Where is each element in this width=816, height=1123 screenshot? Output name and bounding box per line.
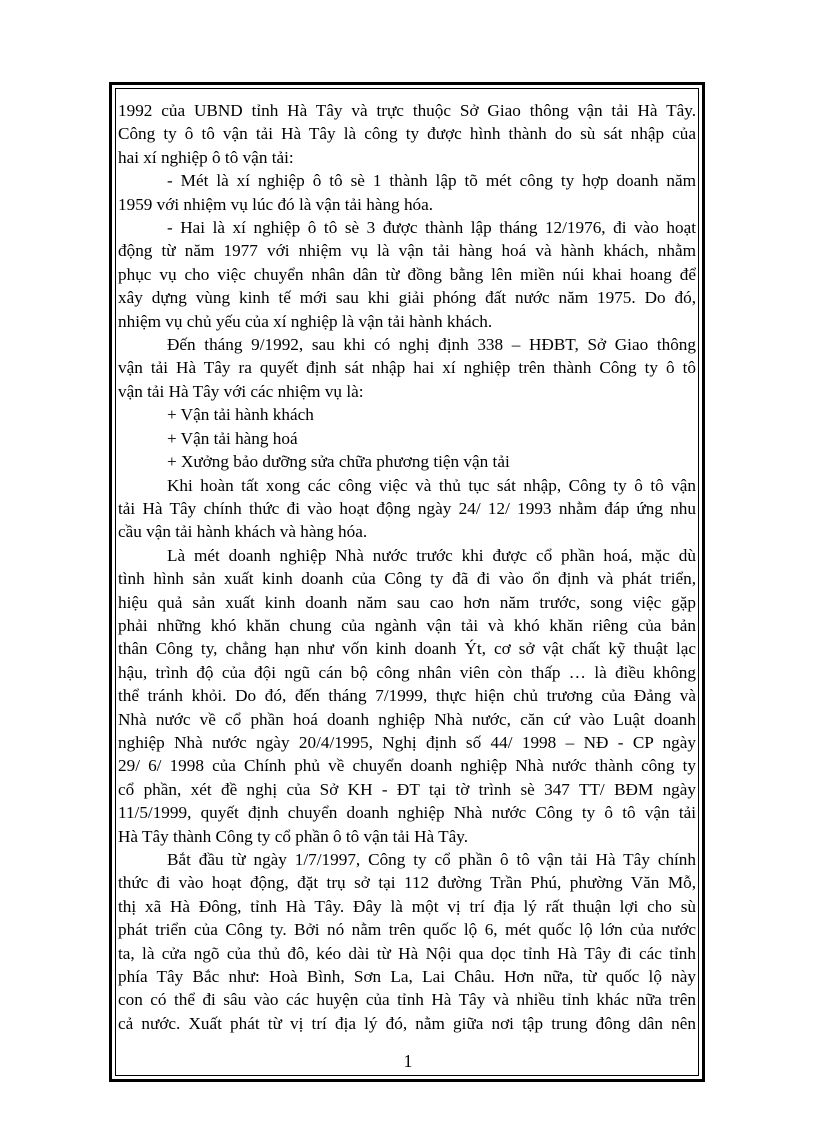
text-line: Khi hoàn tất xong các công việc và thủ tục sát nhập, Công ty ô tô vận [167,475,696,495]
text-line: 1992 của UBND tỉnh Hà Tây và trực thuộc Sở Giao thông vận tải Hà Tây. [118,101,696,120]
text-line: phải những khó khăn chung của ngành vận tải và khó khăn riêng của bản [118,615,696,635]
text-line: cầu vận tải hành khách và hàng hóa. [118,522,368,542]
text-line: Bắt đầu từ ngày 1/7/1997, Công ty cổ phần ô tô vận tải Hà Tây chính [167,850,696,869]
text-line: động từ năm 1977 với nhiệm vụ là vận tải hàng hoá và hành khách, nhằm [118,241,696,261]
text-line: Nhà nước về cổ phần hoá doanh nghiệp Nhà nước, căn cứ vào Luật doanh [118,709,696,729]
text-line: Công ty ô tô vận tải Hà Tây là công ty được hình thành do sù sát nhập của [118,124,696,144]
text-line: thị xã Hà Đông, tỉnh Hà Tây. Đây là một vị trí địa lý rất thuận lợi cho sù [118,896,696,916]
text-line: vận tải Hà Tây ra quyết định sát nhập hai xí nghiệp trên thành Công ty ô tô [118,358,696,378]
text-line: con có thể đi sâu vào các huyện của tỉnh Hà Tây và nhiều tỉnh khác nữa trên [118,990,696,1010]
text-line: nhiệm vụ chủ yếu của xí nghiệp là vận tải hành khách. [118,311,493,331]
text-line: thân Công ty, chẳng hạn như vốn kinh doanh Ýt, cơ sở vật chất kỹ thuật lạc [118,639,696,659]
text-line: 29/ 6/ 1998 của Chính phủ về chuyển doanh nghiệp Nhà nước thành công ty [118,756,696,776]
text-line: hậu, trình độ của đội ngũ cán bộ công nhân viên còn thấp … là điều không [118,662,696,682]
text-line: tải Hà Tây chính thức đi vào hoạt động ngày 24/ 12/ 1993 nhằm đáp ứng nhu [118,498,696,518]
text-line: - Mét là xí nghiệp ô tô sè 1 thành lập tõ mét công ty hợp doanh năm [167,171,696,191]
text-line: Đến tháng 9/1992, sau khi có nghị định 338 – HĐBT, Sở Giao thông [167,335,696,355]
text-line: Là mét doanh nghiệp Nhà nước trước khi được cổ phần hoá, mặc dù [167,545,696,565]
text-line: + Vận tải hàng hoá [167,428,298,448]
text-line: thức đi vào hoạt động, đặt trụ sở tại 112 đường Trần Phú, phường Văn Mỗ, [118,873,696,893]
text-line: + Xưởng bảo dưỡng sửa chữa phương tiện vận tải [167,452,510,472]
text-line: phía Tây Bắc như: Hoà Bình, Sơn La, Lai Châu. Hơn nữa, từ quốc lộ này [118,967,696,987]
text-line: phát triển của Công ty. Bởi nó nằm trên quốc lộ 6, mét quốc lộ lớn của nước [118,920,696,940]
text-line: ta, là cửa ngõ của thủ đô, kéo dài từ Hà Nội qua dọc tỉnh Hà Tây đi các tỉnh [118,943,696,963]
text-line: phục vụ cho việc chuyển nhân dân từ đồng bằng lên miền núi khai hoang để [118,264,696,284]
text-line: thể tránh khỏi. Do đó, đến tháng 7/1999, thực hiện chủ trương của Đảng và [118,686,696,706]
text-line: 1959 với nhiệm vụ lúc đó là vận tải hàng hóa. [118,194,434,214]
text-line: 11/5/1999, quyết định chuyển doanh nghiệp Nhà nước Công ty ô tô vận tải [118,803,696,823]
document-body [118,99,696,1035]
text-line: nghiệp Nhà nước ngày 20/4/1995, Nghị định số 44/ 1998 – NĐ - CP ngày [118,732,696,752]
text-line: xây dựng vùng kinh tế mới sau khi giải phóng đất nước năm 1975. Do đó, [118,288,696,308]
text-line: hai xí nghiệp ô tô vận tải: [118,147,294,167]
text-line: hiệu quả sản xuất kinh doanh năm sau cao hơn năm trước, song việc gặp [118,592,696,612]
text-line: tình hình sản xuất kinh doanh của Công ty đã đi vào ổn định và phát triển, [118,569,696,589]
text-line: cả nước. Xuất phát từ vị trí địa lý đó, nằm giữa nơi tập trung đông dân nên [118,1013,696,1033]
text-line: vận tải Hà Tây với các nhiệm vụ là: [118,381,364,401]
page-number: 1 [403,1051,413,1071]
text-line: - Hai là xí nghiệp ô tô sè 3 được thành lập tháng 12/1976, đi vào hoạt [167,218,696,238]
text-line: + Vận tải hành khách [167,405,314,425]
text-line: Hà Tây thành Công ty cổ phần ô tô vận tải Hà Tây. [118,826,469,846]
text-line: cổ phần, xét đề nghị của Sở KH - ĐT tại tờ trình sè 347 TT/ BĐM ngày [118,779,696,799]
